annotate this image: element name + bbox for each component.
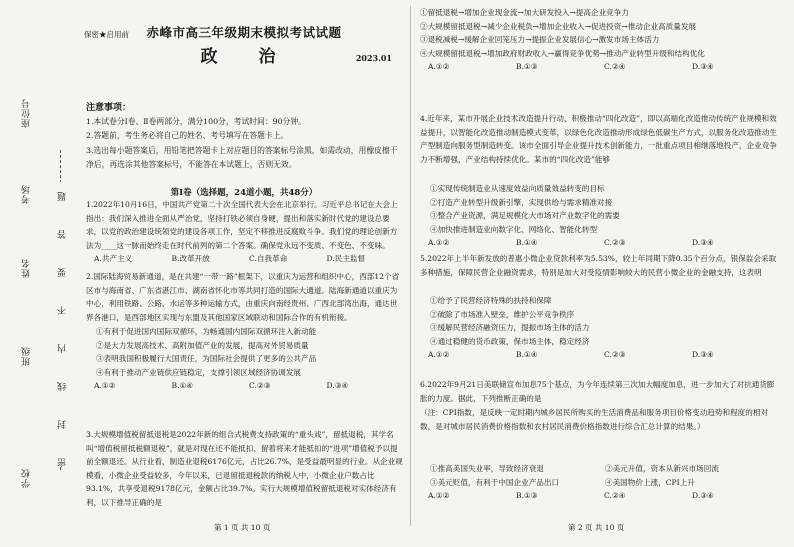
question-options (420, 236, 780, 250)
option-c[interactable]: C.②④ (604, 491, 626, 501)
page-1 (84, 0, 404, 547)
option-a[interactable]: A.①② (428, 238, 450, 248)
statement-item: ②打造产业转型升级新引擎，实现供给与需求精准对接 (430, 197, 613, 207)
question-options (86, 379, 404, 393)
question-stem: 5.2022年上半年新发放的普惠小微企业贷款利率为5.53%，较上年同期下降0.35个百分点，银保监会采取多种措施，保障民营企业融资需求，特别是加大对受疫情影响较大的民营小微企业的金融支持，这表明 (420, 254, 777, 277)
question-4 (420, 112, 780, 250)
statement-item: ③退税减税→缓解企业回笼压力→提振企业发展信心→激发市场主体活力 (420, 35, 660, 45)
question-6 (420, 378, 780, 503)
notice-item: 2.答题前，考生务必将自己的姓名、考号填写在答题卡上。 (86, 131, 289, 141)
option-d[interactable]: D.③④ (692, 350, 714, 360)
seal-margin (0, 0, 74, 547)
option-d[interactable]: D.③④ (326, 381, 349, 391)
option-c[interactable]: C.自我革命 (249, 254, 288, 264)
question-note: （注：CPI指数，是反映一定时期内城乡居民所购买的生活消费品和服务项目价格变动趋势和程度的相对数，是对城市居民消费价格指数和农村居民消费价格指数进行综合汇总计算的结果。） (420, 408, 769, 431)
question-stem: 2.国际陆海贸易新通道，是在共建“一带一路”框架下，以重庆为运营和组织中心，西部12个省区市与海南省、广东省湛江市、湖南省怀化市等共同打造的国际大通道。陆海新通道以重庆为中心，利用铁路、公路、水运等多种运输方式，由重庆向南经贵州、广西北部湾出海，通达世界各港口，是西部地区实现与东盟及其他国家区域联动和国际合作的有机衔接。 (86, 272, 400, 322)
question-options (420, 489, 780, 503)
page-footer-left: 第 1 页 共 10 页 (214, 523, 271, 532)
option-b[interactable]: B.①③ (516, 491, 538, 501)
notice-heading: 注意事项： (86, 103, 132, 113)
option-a[interactable]: A.①② (94, 381, 116, 391)
seal-text: 密 封 线 内 不 要 答 题 (58, 182, 68, 467)
option-c[interactable]: C.②④ (604, 62, 626, 72)
statement-item: ②破除了市场准入壁垒，维护公平竞争秩序 (430, 309, 575, 319)
statement-item: ①实现传统制造业从速度效益向质量效益转变的目标 (430, 184, 605, 193)
exam-date: 2023.01 (355, 53, 392, 63)
option-a[interactable]: A.①② (428, 491, 450, 501)
question-3-continued (420, 6, 780, 74)
statement-grid (420, 462, 780, 489)
statement-item: ①留抵退税→增加企业现金流→加大研发投入→提高企业竞争力 (420, 8, 629, 17)
statement-item: ②是大力发展高技术、高附加值产业的发展，提高对外贸易质量 (96, 340, 309, 350)
question-stem: 4.近年来，某市开展企业技术改造提升行动，积极推动“四化改造”，即以高端化改造推动传统产业规模和效益提升，以智能化改造推动制造模式变革，以绿色化改造推动形成绿色低碳生产方式，以服务化改造推动生产型制造向服务型制造转变。该市全面引导企业提升技术创新能力，一批重点项目相继落地投产，企业竞争力不断增强，产业结构持续优化。某市的“四化改造”能够 (420, 114, 777, 164)
statement-item: ④通过稳健的货币政策，保市场主体，稳定经济 (430, 336, 590, 346)
school-label: 学校 (22, 468, 32, 488)
statement-item: ①给予了民营经济特殊的扶持和保障 (430, 296, 552, 305)
page-footer-right: 第 2 页 共 10 页 (568, 523, 625, 532)
statement-item: ②大规模留抵退税→减少企业税负→增加企业收入→促进投资→推动企业高质量发展 (420, 21, 697, 31)
question-1 (86, 198, 404, 266)
statement-item: ③整合产业资源，满足规模化大市场对产业数字化的需要 (430, 211, 620, 221)
part1-heading: 第Ⅰ卷（选择题，24道小题，共48分） (170, 188, 318, 198)
option-d[interactable]: D.民主监督 (326, 254, 366, 264)
page-2 (420, 0, 782, 547)
option-b[interactable]: B.①③ (516, 62, 538, 72)
statement-item: ④大规模留抵退税→增加政府财政收入→赢得竞争优势→推动产业转型升级和结构优化 (420, 48, 705, 58)
question-options (86, 252, 404, 266)
name-label: 姓名 (22, 258, 32, 278)
statement-item: ③表明我国积极履行大国责任，为国际社会提供了更多的公共产品 (96, 354, 317, 364)
statement-item: ①有利于促进国内国际双循环，为畅通国内国际双循环注入新动能 (96, 327, 317, 336)
option-d[interactable]: D.③④ (692, 491, 714, 501)
question-2 (86, 270, 404, 393)
exam-title: 赤峰市高三年级期末模拟考试试题 (146, 25, 342, 40)
question-stem: 6.2022年9月21日美联储宣布加息75个基点，为今年连续第三次加大幅度加息，进一步加大了对抗通货膨胀的力度。据此，下列推断正确的是 (420, 380, 775, 403)
option-d[interactable]: D.③④ (692, 238, 714, 248)
statement-item: ①推高美国失业率，导致经济衰退 (430, 464, 544, 473)
seat-number-label: 座位号 (22, 98, 32, 128)
question-options (420, 60, 780, 74)
option-b[interactable]: B.①④ (516, 350, 538, 360)
page-divider (410, 6, 411, 526)
question-stem: 3.大规模增值税留抵退税是2022年新的组合式税费支持政策的“重头戏”，留抵退税，其学名叫“增值税留抵税额退税”，就是对现在还不能抵扣、留着将来才能抵扣的“进项”增值税予以提前全额退还。从行业看，制造业退税6176亿元，占比26.7%，是受益最明显的行业。从企业规模看，小微企业受益较多，今年以来，已退留抵退税款的纳税人中，小微企业户数占比93.1%，共享受退税9178亿元，金额占比39.7%。实行大规模增值税留抵退税对实体经济有利，以下推导正确的是 (86, 430, 403, 507)
notice-list (86, 115, 404, 173)
notice-item: 1.本试卷分Ⅰ卷、Ⅱ卷两部分，满分100分，考试时间：90分钟。 (86, 117, 306, 126)
option-a[interactable]: A.①② (428, 62, 450, 72)
option-c[interactable]: C.②③ (604, 238, 626, 248)
statement-item: ④加快推进制造业向数字化、网络化、智能化转型 (430, 224, 598, 234)
question-options (420, 348, 780, 362)
confidential-mark: 保密★启用前 (84, 30, 129, 39)
option-a[interactable]: A.①② (428, 350, 450, 360)
option-d[interactable]: D.③④ (692, 62, 714, 72)
question-5 (420, 252, 780, 362)
class-label: 班级 (22, 346, 32, 366)
notice-item: 3.选出每小题答案后，用铅笔把答题卡上对应题目的答案标号涂黑，如需改动，用橡皮擦干净后，再选涂其他答案标号，不能答在本试题上，否则无效。 (86, 145, 398, 170)
statement-item: ③缓解民营经济融资压力，提振市场主体的活力 (430, 323, 590, 333)
exam-room-label: 考场 (22, 184, 32, 204)
statement-item: ④有利于推动产业链供应链稳定，支撑引领区域经济协调发展 (96, 367, 302, 377)
option-b[interactable]: B.①④ (516, 238, 538, 248)
statement-item: ②美元升值，资本从新兴市场回流 (605, 464, 719, 473)
statement-item: ③美元贬值，有利于中国企业产品出口 (430, 477, 560, 487)
option-b[interactable]: B.①④ (171, 381, 194, 391)
statement-item: ④美国物价上涨，CPI上升 (605, 477, 695, 487)
option-c[interactable]: C.②③ (249, 381, 271, 391)
option-a[interactable]: A.共产主义 (94, 254, 133, 264)
question-stem: 1.2022年10月16日，中国共产党第二十次全国代表大会在北京举行。习近平总书记在大会上指出：我们深入推进全面从严治党，坚持打铁必须自身硬，提出和落实新时代党的建设总要求，以党的政治建设统领党的建设各项工作，坚定不移推进反腐败斗争。我们党的理论创新方法为____这一脉而始终走在时代前列的第二个答案。确保党永远不变质、不变色、不变味。 (86, 200, 398, 250)
question-3 (86, 428, 404, 512)
option-c[interactable]: C.②③ (604, 350, 626, 360)
subject-title: 政 治 (200, 47, 288, 67)
option-b[interactable]: B.改革开放 (171, 254, 210, 264)
